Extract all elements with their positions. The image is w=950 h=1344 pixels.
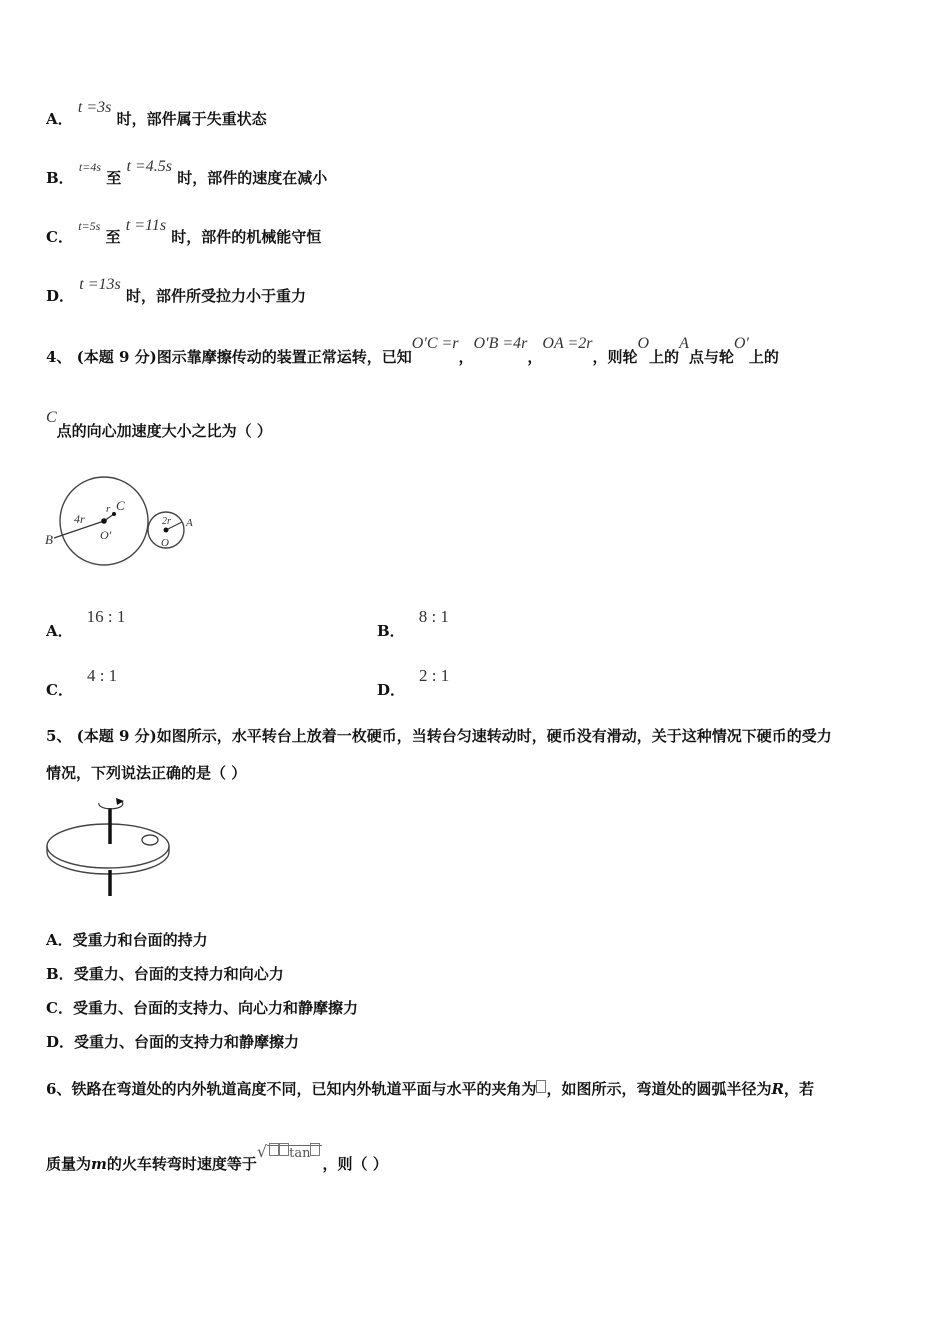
option-label: B． bbox=[46, 965, 74, 983]
option-text: 受重力、台面的支持力和向心力 bbox=[73, 965, 284, 983]
q4-option-c bbox=[46, 666, 118, 700]
q5-option-b bbox=[46, 963, 284, 984]
option-text: 受重力、台面的支持力和静摩擦力 bbox=[74, 1033, 300, 1051]
option-label: B． bbox=[377, 622, 405, 640]
separator: ， bbox=[527, 348, 543, 366]
math-expression: C bbox=[46, 409, 57, 426]
math-expression: O′B =4r bbox=[473, 335, 528, 352]
label-2r: 2r bbox=[162, 516, 171, 527]
math-expression: OA =2r bbox=[542, 335, 593, 352]
option-text: 时，部件的速度在减小 bbox=[177, 169, 328, 187]
variable-m: m bbox=[91, 1155, 107, 1173]
label-r: r bbox=[106, 503, 111, 515]
math-expression: O bbox=[637, 335, 650, 352]
option-label: C． bbox=[46, 999, 73, 1017]
q3-option-b bbox=[46, 158, 328, 188]
option-value: 8 : 1 bbox=[418, 607, 449, 626]
question-stem: 如图所示，水平转台上放着一枚硬币，当转台匀速转动时，硬币没有滑动，关于这种情况下硬币的受力 bbox=[156, 727, 832, 745]
label-4r: 4r bbox=[74, 512, 85, 526]
center-o bbox=[164, 528, 169, 533]
question-stem: 上的 bbox=[649, 348, 680, 366]
label-c: C bbox=[116, 498, 125, 513]
option-value: 4 : 1 bbox=[86, 666, 118, 685]
question-number: 4、 bbox=[46, 348, 72, 366]
question-stem: ，若 bbox=[783, 1080, 814, 1098]
q3-option-a bbox=[46, 99, 267, 129]
q5-option-d bbox=[46, 1031, 299, 1052]
label-o-prime: O′ bbox=[100, 528, 112, 542]
q5-stem-line2 bbox=[46, 762, 246, 783]
math-expression: t =4.5s bbox=[126, 158, 172, 175]
math-expression: t =3s bbox=[77, 99, 112, 116]
option-text: 时，部件所受拉力小于重力 bbox=[125, 287, 306, 305]
option-label: D． bbox=[46, 1033, 75, 1051]
sqrt-body bbox=[267, 1145, 322, 1161]
option-label: B． bbox=[46, 169, 74, 187]
question-stem: 铁路在弯道处的内外轨道高度不同，已知内外轨道平面与水平的夹角为 bbox=[71, 1080, 537, 1098]
question-stem: 的火车转弯时速度等于 bbox=[106, 1155, 257, 1173]
option-text: 受重力和台面的持力 bbox=[72, 931, 208, 949]
math-expression: O′ bbox=[733, 335, 749, 352]
q3-option-d bbox=[46, 276, 306, 306]
question-stem: 图示靠摩擦传动的装置正常运转，已知 bbox=[156, 348, 412, 366]
question-number: 5、 bbox=[46, 727, 72, 745]
question-stem: 情况，下列说法正确的是（ ） bbox=[46, 764, 247, 782]
q3-option-c bbox=[46, 217, 322, 247]
g-placeholder-icon bbox=[269, 1143, 279, 1156]
q4-stem-line2 bbox=[46, 409, 272, 441]
question-stem: 质量为 bbox=[46, 1155, 92, 1173]
option-label: A． bbox=[46, 622, 73, 640]
q4-option-d bbox=[377, 666, 450, 700]
coin bbox=[142, 835, 158, 845]
separator: ， bbox=[458, 348, 474, 366]
label-o: O bbox=[161, 537, 169, 549]
r-placeholder-icon bbox=[279, 1143, 289, 1156]
option-label: C． bbox=[46, 228, 73, 246]
question-stem: 点与轮 bbox=[688, 348, 734, 366]
friction-wheels-figure bbox=[44, 476, 204, 576]
math-expression: t =11s bbox=[125, 217, 167, 234]
q4-option-b bbox=[377, 607, 449, 641]
q6-stem-line2 bbox=[46, 1142, 388, 1174]
question-stem: ，则轮 bbox=[592, 348, 638, 366]
option-label: A． bbox=[46, 110, 73, 128]
option-mid: 至 bbox=[105, 228, 121, 246]
option-mid: 至 bbox=[106, 169, 122, 187]
option-label: D． bbox=[46, 287, 75, 305]
question-stem: ，如图所示，弯道处的圆弧半径为 bbox=[546, 1080, 772, 1098]
question-stem: 点的向心加速度大小之比为（ ） bbox=[56, 422, 272, 440]
math-expression: A bbox=[679, 335, 689, 352]
option-text: 受重力、台面的支持力、向心力和静摩擦力 bbox=[72, 999, 358, 1017]
option-text: 时，部件的机械能守恒 bbox=[171, 228, 322, 246]
question-number: 6、 bbox=[46, 1080, 72, 1098]
question-score: (本题 9 分) bbox=[76, 727, 157, 745]
option-label: A． bbox=[46, 931, 73, 949]
sqrt-formula bbox=[256, 1142, 323, 1161]
turntable-figure bbox=[44, 792, 174, 898]
q4-stem-line1 bbox=[46, 335, 779, 367]
label-a: A bbox=[186, 517, 193, 529]
q5-option-c bbox=[46, 997, 358, 1018]
question-stem: ，则（ ） bbox=[322, 1155, 388, 1173]
option-value: 16 : 1 bbox=[86, 607, 126, 626]
math-expression: t=4s bbox=[78, 160, 102, 174]
theta-placeholder-icon bbox=[536, 1080, 546, 1093]
q4-option-a bbox=[46, 607, 126, 641]
math-expression: t =13s bbox=[79, 276, 121, 293]
math-expression: t=5s bbox=[78, 219, 101, 233]
option-label: C． bbox=[46, 681, 73, 699]
formula-tan: tan bbox=[289, 1146, 311, 1161]
option-text: 时，部件属于失重状态 bbox=[116, 110, 267, 128]
turntable-top bbox=[47, 824, 169, 868]
option-value: 2 : 1 bbox=[419, 666, 450, 685]
math-expression: O′C =r bbox=[411, 335, 459, 352]
label-b: B bbox=[45, 532, 53, 547]
variable-r: R bbox=[771, 1080, 784, 1098]
q6-stem-line1 bbox=[46, 1078, 814, 1099]
question-score: (本题 9 分) bbox=[76, 348, 157, 366]
center-o-prime bbox=[101, 518, 107, 524]
question-stem: 上的 bbox=[748, 348, 779, 366]
theta-placeholder-icon bbox=[310, 1143, 320, 1156]
sqrt-sign-icon: √ bbox=[256, 1142, 268, 1161]
q5-option-a bbox=[46, 929, 208, 950]
q5-stem-line1 bbox=[46, 725, 832, 746]
option-label: D． bbox=[377, 681, 406, 699]
